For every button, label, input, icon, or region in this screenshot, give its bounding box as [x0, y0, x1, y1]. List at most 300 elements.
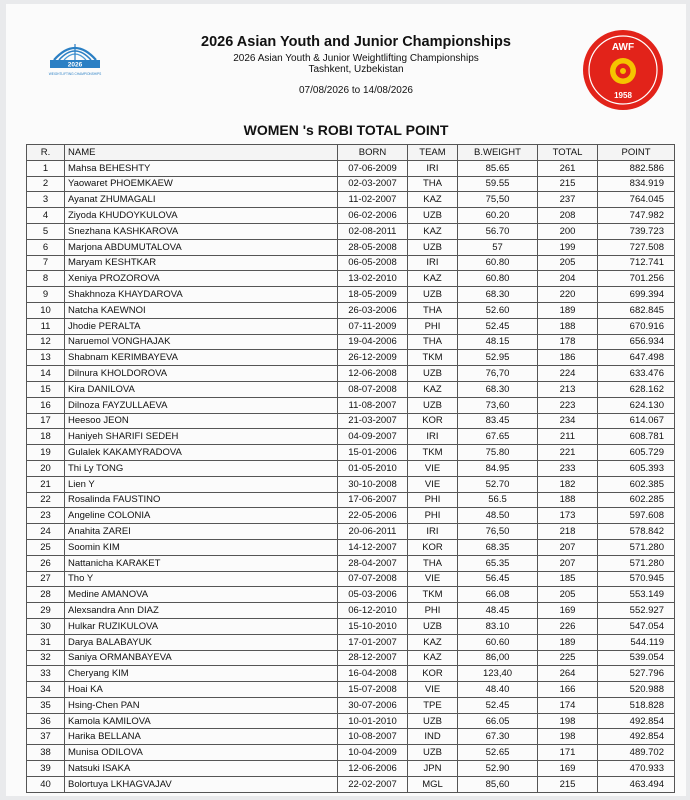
championship-subtitle: 2026 Asian Youth & Junior Weightlifting Championships	[233, 53, 479, 64]
point-cell: 647.498	[598, 350, 675, 366]
total-cell: 215	[538, 176, 598, 192]
team-cell: UZB	[408, 208, 458, 224]
rank-cell: 6	[27, 239, 65, 255]
rank-cell: 40	[27, 776, 65, 792]
total-cell: 198	[538, 729, 598, 745]
total-cell: 264	[538, 666, 598, 682]
born-cell: 08-07-2008	[338, 381, 408, 397]
total-cell: 186	[538, 350, 598, 366]
total-cell: 174	[538, 697, 598, 713]
table-row	[27, 745, 675, 761]
table-row	[27, 302, 675, 318]
team-cell: PHI	[408, 492, 458, 508]
point-cell: 624.130	[598, 397, 675, 413]
rank-cell: 36	[27, 713, 65, 729]
total-cell: 169	[538, 603, 598, 619]
athlete-name-cell: Jhodie PERALTA	[65, 318, 338, 334]
team-cell: IRI	[408, 429, 458, 445]
table-row	[27, 413, 675, 429]
born-cell: 28-05-2008	[338, 239, 408, 255]
team-cell: TPE	[408, 697, 458, 713]
team-cell: IRI	[408, 160, 458, 176]
athlete-name-cell: Haniyeh SHARIFI SEDEH	[65, 429, 338, 445]
athlete-name-cell: Kira DANILOVA	[65, 381, 338, 397]
total-cell: 207	[538, 555, 598, 571]
bodyweight-cell: 60.60	[458, 634, 538, 650]
bodyweight-cell: 60.80	[458, 271, 538, 287]
bodyweight-cell: 48.15	[458, 334, 538, 350]
rank-cell: 25	[27, 539, 65, 555]
point-cell: 739.723	[598, 223, 675, 239]
bodyweight-cell: 48.45	[458, 603, 538, 619]
born-cell: 30-07-2006	[338, 697, 408, 713]
rank-cell: 35	[27, 697, 65, 713]
rank-cell: 7	[27, 255, 65, 271]
point-cell: 518.828	[598, 697, 675, 713]
total-cell: 204	[538, 271, 598, 287]
bodyweight-cell: 83.10	[458, 618, 538, 634]
table-row	[27, 539, 675, 555]
point-cell: 882.586	[598, 160, 675, 176]
total-cell: 182	[538, 476, 598, 492]
point-cell: 608.781	[598, 429, 675, 445]
bodyweight-cell: 85,60	[458, 776, 538, 792]
col-header-name: NAME	[65, 145, 338, 161]
athlete-name-cell: Tho Y	[65, 571, 338, 587]
total-cell: 207	[538, 539, 598, 555]
born-cell: 13-02-2010	[338, 271, 408, 287]
rank-cell: 33	[27, 666, 65, 682]
born-cell: 07-11-2009	[338, 318, 408, 334]
team-cell: KAZ	[408, 634, 458, 650]
rank-cell: 38	[27, 745, 65, 761]
rank-cell: 29	[27, 603, 65, 619]
born-cell: 26-12-2009	[338, 350, 408, 366]
total-cell: 223	[538, 397, 598, 413]
rank-cell: 4	[27, 208, 65, 224]
rank-cell: 26	[27, 555, 65, 571]
table-header-row	[27, 145, 675, 161]
rank-cell: 17	[27, 413, 65, 429]
team-cell: PHI	[408, 603, 458, 619]
championship-logo	[46, 38, 104, 78]
total-cell: 205	[538, 587, 598, 603]
born-cell: 22-02-2007	[338, 776, 408, 792]
athlete-name-cell: Ziyoda KHUDOYKULOVA	[65, 208, 338, 224]
bodyweight-cell: 52.45	[458, 318, 538, 334]
team-cell: THA	[408, 334, 458, 350]
athlete-name-cell: Alexsandra Ann DIAZ	[65, 603, 338, 619]
table-row	[27, 397, 675, 413]
team-cell: UZB	[408, 366, 458, 382]
point-cell: 571.280	[598, 555, 675, 571]
born-cell: 15-01-2006	[338, 445, 408, 461]
point-cell: 597.608	[598, 508, 675, 524]
team-cell: KAZ	[408, 271, 458, 287]
point-cell: 539.054	[598, 650, 675, 666]
athlete-name-cell: Bolortuya LKHAGVAJAV	[65, 776, 338, 792]
table-row	[27, 713, 675, 729]
born-cell: 26-03-2006	[338, 302, 408, 318]
point-cell: 670.916	[598, 318, 675, 334]
rank-cell: 3	[27, 192, 65, 208]
team-cell: IND	[408, 729, 458, 745]
rank-cell: 22	[27, 492, 65, 508]
point-cell: 628.162	[598, 381, 675, 397]
table-row	[27, 208, 675, 224]
table-row	[27, 445, 675, 461]
point-cell: 527.796	[598, 666, 675, 682]
bodyweight-cell: 67.30	[458, 729, 538, 745]
rank-cell: 34	[27, 682, 65, 698]
point-cell: 682.845	[598, 302, 675, 318]
athlete-name-cell: Saniya ORMANBAYEVA	[65, 650, 338, 666]
total-cell: 233	[538, 460, 598, 476]
total-cell: 189	[538, 634, 598, 650]
athlete-name-cell: Yaowaret PHOEMKAEW	[65, 176, 338, 192]
born-cell: 15-07-2008	[338, 682, 408, 698]
athlete-name-cell: Thi Ly TONG	[65, 460, 338, 476]
team-cell: UZB	[408, 745, 458, 761]
table-row	[27, 555, 675, 571]
point-cell: 602.285	[598, 492, 675, 508]
document-title: WOMEN 's ROBI TOTAL POINT	[243, 122, 449, 138]
total-cell: 211	[538, 429, 598, 445]
col-header-born: BORN	[338, 145, 408, 161]
table-row	[27, 239, 675, 255]
svg-text:2026: 2026	[67, 61, 83, 69]
point-cell: 492.854	[598, 729, 675, 745]
team-cell: THA	[408, 176, 458, 192]
athlete-name-cell: Natsuki ISAKA	[65, 761, 338, 777]
total-cell: 215	[538, 776, 598, 792]
born-cell: 18-05-2009	[338, 287, 408, 303]
bodyweight-cell: 68.35	[458, 539, 538, 555]
table-row	[27, 334, 675, 350]
table-row	[27, 476, 675, 492]
table-row	[27, 697, 675, 713]
championship-location: Tashkent, Uzbekistan	[308, 64, 404, 75]
total-cell: 178	[538, 334, 598, 350]
point-cell: 578.842	[598, 524, 675, 540]
point-cell: 712.741	[598, 255, 675, 271]
bodyweight-cell: 52.95	[458, 350, 538, 366]
point-cell: 605.729	[598, 445, 675, 461]
team-cell: UZB	[408, 618, 458, 634]
born-cell: 17-01-2007	[338, 634, 408, 650]
svg-text:1958: 1958	[614, 91, 632, 100]
table-row	[27, 666, 675, 682]
born-cell: 21-03-2007	[338, 413, 408, 429]
rank-cell: 28	[27, 587, 65, 603]
table-row	[27, 729, 675, 745]
rank-cell: 14	[27, 366, 65, 382]
bodyweight-cell: 123,40	[458, 666, 538, 682]
table-row	[27, 160, 675, 176]
table-row	[27, 492, 675, 508]
championship-dates: 07/08/2026 to 14/08/2026	[299, 85, 413, 96]
bodyweight-cell: 48.40	[458, 682, 538, 698]
point-cell: 547.054	[598, 618, 675, 634]
athlete-name-cell: Medine AMANOVA	[65, 587, 338, 603]
point-cell: 699.394	[598, 287, 675, 303]
bodyweight-cell: 76,70	[458, 366, 538, 382]
bodyweight-cell: 52.45	[458, 697, 538, 713]
athlete-name-cell: Soomin KIM	[65, 539, 338, 555]
team-cell: TKM	[408, 587, 458, 603]
team-cell: UZB	[408, 713, 458, 729]
rank-cell: 23	[27, 508, 65, 524]
athlete-name-cell: Heesoo JEON	[65, 413, 338, 429]
born-cell: 06-02-2006	[338, 208, 408, 224]
born-cell: 10-04-2009	[338, 745, 408, 761]
athlete-name-cell: Maryam KESHTKAR	[65, 255, 338, 271]
point-cell: 614.067	[598, 413, 675, 429]
bodyweight-cell: 60.20	[458, 208, 538, 224]
total-cell: 169	[538, 761, 598, 777]
bodyweight-cell: 76,50	[458, 524, 538, 540]
point-cell: 470.933	[598, 761, 675, 777]
total-cell: 199	[538, 239, 598, 255]
born-cell: 28-12-2007	[338, 650, 408, 666]
athlete-name-cell: Shabnam KERIMBAYEVA	[65, 350, 338, 366]
athlete-name-cell: Hoai KA	[65, 682, 338, 698]
total-cell: 220	[538, 287, 598, 303]
athlete-name-cell: Lien Y	[65, 476, 338, 492]
born-cell: 10-01-2010	[338, 713, 408, 729]
team-cell: TKM	[408, 350, 458, 366]
total-cell: 225	[538, 650, 598, 666]
rank-cell: 21	[27, 476, 65, 492]
athlete-name-cell: Kamola KAMILOVA	[65, 713, 338, 729]
team-cell: PHI	[408, 318, 458, 334]
rank-cell: 24	[27, 524, 65, 540]
team-cell: IRI	[408, 255, 458, 271]
born-cell: 19-04-2006	[338, 334, 408, 350]
born-cell: 11-08-2007	[338, 397, 408, 413]
team-cell: TKM	[408, 445, 458, 461]
bodyweight-cell: 73,60	[458, 397, 538, 413]
rank-cell: 8	[27, 271, 65, 287]
rank-cell: 10	[27, 302, 65, 318]
total-cell: 198	[538, 713, 598, 729]
bodyweight-cell: 52.60	[458, 302, 538, 318]
table-row	[27, 571, 675, 587]
team-cell: VIE	[408, 476, 458, 492]
rank-cell: 20	[27, 460, 65, 476]
team-cell: KAZ	[408, 650, 458, 666]
point-cell: 834.919	[598, 176, 675, 192]
athlete-name-cell: Naruemol VONGHAJAK	[65, 334, 338, 350]
point-cell: 727.508	[598, 239, 675, 255]
athlete-name-cell: Hsing-Chen PAN	[65, 697, 338, 713]
total-cell: 185	[538, 571, 598, 587]
born-cell: 28-04-2007	[338, 555, 408, 571]
point-cell: 544.119	[598, 634, 675, 650]
bodyweight-cell: 66.05	[458, 713, 538, 729]
total-cell: 200	[538, 223, 598, 239]
born-cell: 01-05-2010	[338, 460, 408, 476]
athlete-name-cell: Hulkar RUZIKULOVA	[65, 618, 338, 634]
born-cell: 07-06-2009	[338, 160, 408, 176]
point-cell: 571.280	[598, 539, 675, 555]
point-cell: 633.476	[598, 366, 675, 382]
point-cell: 552.927	[598, 603, 675, 619]
team-cell: KAZ	[408, 192, 458, 208]
bodyweight-cell: 60.80	[458, 255, 538, 271]
born-cell: 02-03-2007	[338, 176, 408, 192]
rank-cell: 27	[27, 571, 65, 587]
rank-cell: 31	[27, 634, 65, 650]
rank-cell: 5	[27, 223, 65, 239]
total-cell: 224	[538, 366, 598, 382]
total-cell: 208	[538, 208, 598, 224]
rank-cell: 9	[27, 287, 65, 303]
born-cell: 15-10-2010	[338, 618, 408, 634]
rank-cell: 15	[27, 381, 65, 397]
rank-cell: 12	[27, 334, 65, 350]
table-row	[27, 381, 675, 397]
total-cell: 188	[538, 318, 598, 334]
athlete-name-cell: Marjona ABDUMUTALOVA	[65, 239, 338, 255]
bodyweight-cell: 65.35	[458, 555, 538, 571]
bodyweight-cell: 67.65	[458, 429, 538, 445]
point-cell: 520.988	[598, 682, 675, 698]
athlete-name-cell: Munisa ODILOVA	[65, 745, 338, 761]
rank-cell: 32	[27, 650, 65, 666]
total-cell: 226	[538, 618, 598, 634]
table-row	[27, 287, 675, 303]
athlete-name-cell: Ayanat ZHUMAGALI	[65, 192, 338, 208]
point-cell: 553.149	[598, 587, 675, 603]
table-row	[27, 650, 675, 666]
bodyweight-cell: 56.5	[458, 492, 538, 508]
athlete-name-cell: Harika BELLANA	[65, 729, 338, 745]
table-row	[27, 682, 675, 698]
total-cell: 234	[538, 413, 598, 429]
born-cell: 17-06-2007	[338, 492, 408, 508]
bodyweight-cell: 56.70	[458, 223, 538, 239]
bodyweight-cell: 68.30	[458, 381, 538, 397]
total-cell: 171	[538, 745, 598, 761]
team-cell: IRI	[408, 524, 458, 540]
point-cell: 764.045	[598, 192, 675, 208]
bodyweight-cell: 66.08	[458, 587, 538, 603]
point-cell: 570.945	[598, 571, 675, 587]
bodyweight-cell: 75.80	[458, 445, 538, 461]
point-cell: 747.982	[598, 208, 675, 224]
born-cell: 30-10-2008	[338, 476, 408, 492]
born-cell: 22-05-2006	[338, 508, 408, 524]
athlete-name-cell: Dilnoza FAYZULLAEVA	[65, 397, 338, 413]
table-row	[27, 223, 675, 239]
total-cell: 261	[538, 160, 598, 176]
bodyweight-cell: 75,50	[458, 192, 538, 208]
total-cell: 188	[538, 492, 598, 508]
born-cell: 12-06-2008	[338, 366, 408, 382]
total-cell: 173	[538, 508, 598, 524]
athlete-name-cell: Dilnura KHOLDOROVA	[65, 366, 338, 382]
team-cell: KAZ	[408, 381, 458, 397]
total-cell: 221	[538, 445, 598, 461]
point-cell: 605.393	[598, 460, 675, 476]
team-cell: KOR	[408, 539, 458, 555]
bodyweight-cell: 52.70	[458, 476, 538, 492]
born-cell: 06-12-2010	[338, 603, 408, 619]
total-cell: 189	[538, 302, 598, 318]
table-row	[27, 603, 675, 619]
team-cell: UZB	[408, 397, 458, 413]
athlete-name-cell: Snezhana KASHKAROVA	[65, 223, 338, 239]
rank-cell: 37	[27, 729, 65, 745]
table-row	[27, 524, 675, 540]
awf-logo	[582, 29, 664, 111]
bodyweight-cell: 48.50	[458, 508, 538, 524]
rank-cell: 19	[27, 445, 65, 461]
table-row	[27, 634, 675, 650]
team-cell: MGL	[408, 776, 458, 792]
table-row	[27, 192, 675, 208]
bodyweight-cell: 84.95	[458, 460, 538, 476]
table-row	[27, 508, 675, 524]
athlete-name-cell: Darya BALABAYUK	[65, 634, 338, 650]
team-cell: KOR	[408, 413, 458, 429]
table-row	[27, 176, 675, 192]
bodyweight-cell: 59.55	[458, 176, 538, 192]
team-cell: VIE	[408, 460, 458, 476]
total-cell: 237	[538, 192, 598, 208]
table-row	[27, 776, 675, 792]
col-header-rank: R.	[27, 145, 65, 161]
born-cell: 02-08-2011	[338, 223, 408, 239]
svg-text:WEIGHTLIFTING CHAMPIONSHIPS: WEIGHTLIFTING CHAMPIONSHIPS	[48, 72, 102, 76]
bodyweight-cell: 86,00	[458, 650, 538, 666]
results-table	[26, 144, 675, 793]
born-cell: 11-02-2007	[338, 192, 408, 208]
rank-cell: 16	[27, 397, 65, 413]
svg-text:AWF: AWF	[611, 42, 635, 53]
born-cell: 06-05-2008	[338, 255, 408, 271]
athlete-name-cell: Rosalinda FAUSTINO	[65, 492, 338, 508]
table-row	[27, 587, 675, 603]
bodyweight-cell: 85.65	[458, 160, 538, 176]
born-cell: 14-12-2007	[338, 539, 408, 555]
point-cell: 602.385	[598, 476, 675, 492]
rank-cell: 1	[27, 160, 65, 176]
total-cell: 205	[538, 255, 598, 271]
bodyweight-cell: 57	[458, 239, 538, 255]
born-cell: 07-07-2008	[338, 571, 408, 587]
team-cell: KAZ	[408, 223, 458, 239]
athlete-name-cell: Anahita ZAREI	[65, 524, 338, 540]
bodyweight-cell: 52.90	[458, 761, 538, 777]
athlete-name-cell: Cheryang KIM	[65, 666, 338, 682]
point-cell: 492.854	[598, 713, 675, 729]
table-row	[27, 761, 675, 777]
table-row	[27, 618, 675, 634]
table-row	[27, 460, 675, 476]
rank-cell: 18	[27, 429, 65, 445]
rank-cell: 11	[27, 318, 65, 334]
rank-cell: 2	[27, 176, 65, 192]
team-cell: VIE	[408, 571, 458, 587]
team-cell: THA	[408, 302, 458, 318]
table-row	[27, 366, 675, 382]
rank-cell: 30	[27, 618, 65, 634]
athlete-name-cell: Nattanicha KARAKET	[65, 555, 338, 571]
team-cell: UZB	[408, 287, 458, 303]
athlete-name-cell: Natcha KAEWNOI	[65, 302, 338, 318]
